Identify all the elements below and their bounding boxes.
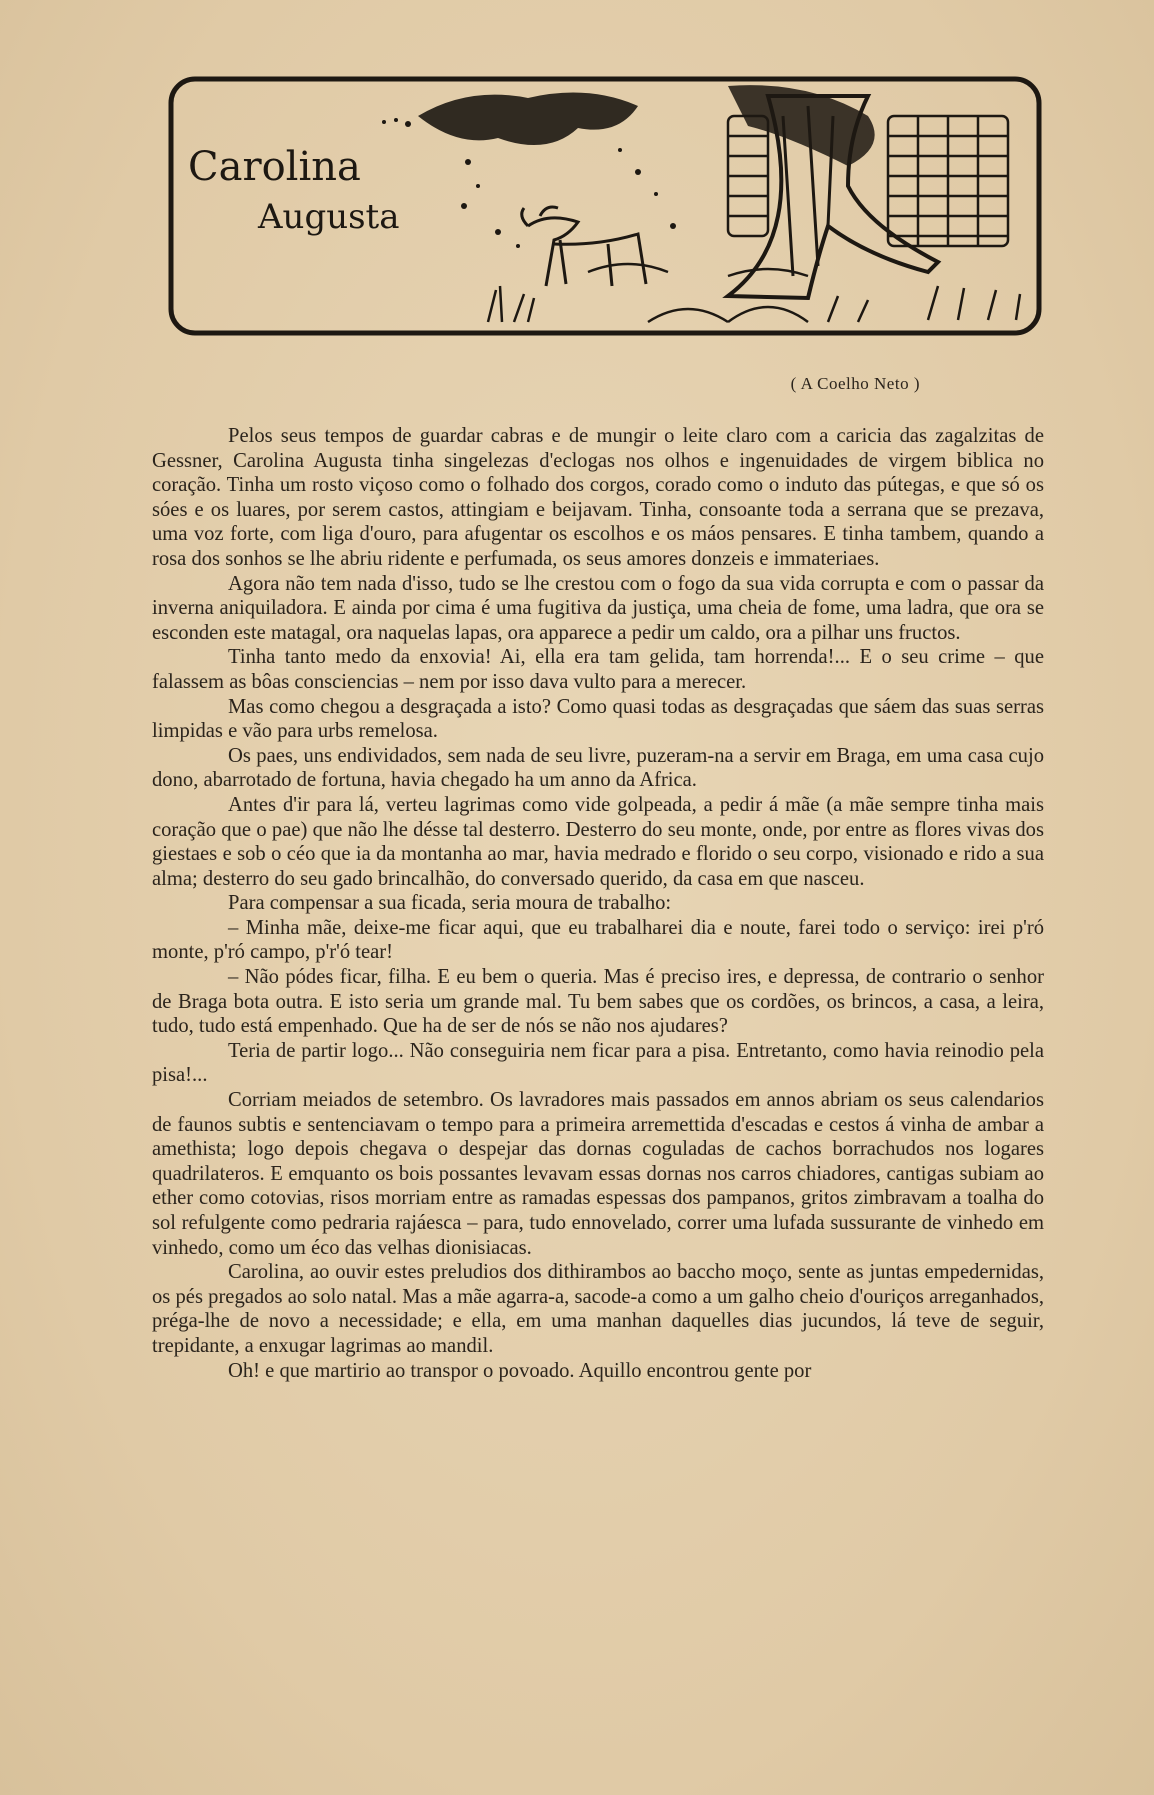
paragraph: Agora não tem nada d'isso, tudo se lhe crestou com o fogo da sua vida corrupta e com o passar da inverna aniquiladora. E ainda por cima é uma fugitiva da justiça, uma cheia de fome, uma ladra, que ora se esconden este matagal, ora naquelas lapas, ora apparece a pedir um caldo, ora a pilhar uns fructos. <box>152 572 1044 644</box>
paragraph: Os paes, uns endividados, sem nada de seu livre, puzeram-na a servir em Braga, em uma casa cujo dono, abarrotado de fortuna, havia chegado ha um anno da Africa. <box>152 744 1044 792</box>
paragraph: Oh! e que martirio ao transpor o povoado. Aquillo encontrou gente por <box>228 1359 812 1382</box>
paragraph: Tinha tanto medo da enxovia! Ai, ella era tam gelida, tam horrenda!... E o seu crime – que falassem as bôas consciencias – nem por isso dava vulto para a merecer. <box>152 646 1044 693</box>
paragraph: – Minha mãe, deixe-me ficar aqui, que eu trabalharei dia e noute, farei todo o serviço: irei p'ró monte, p'ró campo, p'r'ó tear! <box>152 916 1044 964</box>
paragraph: Carolina, ao ouvir estes preludios dos dithirambos ao baccho moço, sente as juntas empedernidas, os pés pregados ao solo natal. Mas a mãe agarra-a, sacode-a como a um galho cheio d'ouriços arreganhados, préga-lhe de novo a necessidade; e ella, em uma manhan daquelles dias jucundos, lá teve de seguir, trepidante, a enxugar lagrimas ao mandil. <box>152 1261 1044 1357</box>
paragraph: – Não pódes ficar, filha. E eu bem o queria. Mas é preciso ires, e depressa, de contrario o senhor de Braga bota outra. E isto seria um grande mal. Tu bem sabes que os cordões, os brincos, a casa, a leira, tudo, tudo está empenhado. Que ha de ser de nós se não nos ajudares? <box>152 966 1044 1038</box>
paragraph: Pelos seus tempos de guardar cabras e de mungir o leite claro com a caricia das zagalzitas de Gessner, Carolina Augusta tinha singelezas d'eclogas nos olhos e ingenuidades de virgem biblica no coração. Tinha um rosto viçoso como o folhado dos corgos, corado como o induto das pútegas, e que só os sóes e os luares, por serem castos, attingiam e beijavam. Tinha, consoante toda a serrana que se prezava, uma voz forte, com liga d'ouro, para afugentar os escolhos e os máos pensares. E tinha tambem, quando a rosa dos sonhos se lhe abriu ridente e perfumada, os seus amores donzeis e immateriaes. <box>152 425 1044 570</box>
paragraph: Mas como chegou a desgraçada a isto? Como quasi todas as desgraçadas que sáem das suas serras limpidas e vão para urbs remelosa. <box>152 695 1044 743</box>
header-illustration <box>168 76 1042 338</box>
banner-title-line1: Carolina <box>188 144 361 190</box>
paragraph: Para compensar a sua ficada, seria moura de trabalho: <box>228 892 672 915</box>
article-body <box>152 424 1044 1383</box>
paragraph: Corriam meiados de setembro. Os lavradores mais passados em annos abriam os seus calendarios de faunos subtis e sentenciavam o tempo para a primeira arremettida d'escadas e cestos á vinha de ambar a amethista; logo depois chegava o despejar das dornas coguladas de cachos borrachudos nos logares quadrilateros. E emquanto os bois possantes levavam essas dornas nos carros chiadores, cantigas subiam ao ether como cotovias, risos morriam entre as ramadas espessas dos pampanos, gritos zimbravam a toalha do sol refulgente como pedraria rajáesca – para, tudo ennovelado, correr uma lufada sussurante de vinhedo em vinhedo, como um éco das velhas dionisiacas. <box>152 1089 1044 1259</box>
paragraph: Teria de partir logo... Não conseguiria nem ficar para a pisa. Entretanto, como havia reinodio pela pisa!... <box>152 1039 1044 1087</box>
banner-title-line2: Augusta <box>258 197 400 237</box>
author-byline: ( A Coelho Neto ) <box>790 374 920 393</box>
paragraph: Antes d'ir para lá, verteu lagrimas como vide golpeada, a pedir á mãe (a mãe sempre tinha mais coração que o pae) que não lhe désse tal desterro. Desterro do seu monte, onde, por entre as flores vivas dos giestaes e sob o céo que ia da montanha ao mar, havia medrado e florido o seu corpo, visionado e rido a sua alma; desterro do seu gado brincalhão, do conversado querido, da casa em que nasceu. <box>152 793 1044 890</box>
